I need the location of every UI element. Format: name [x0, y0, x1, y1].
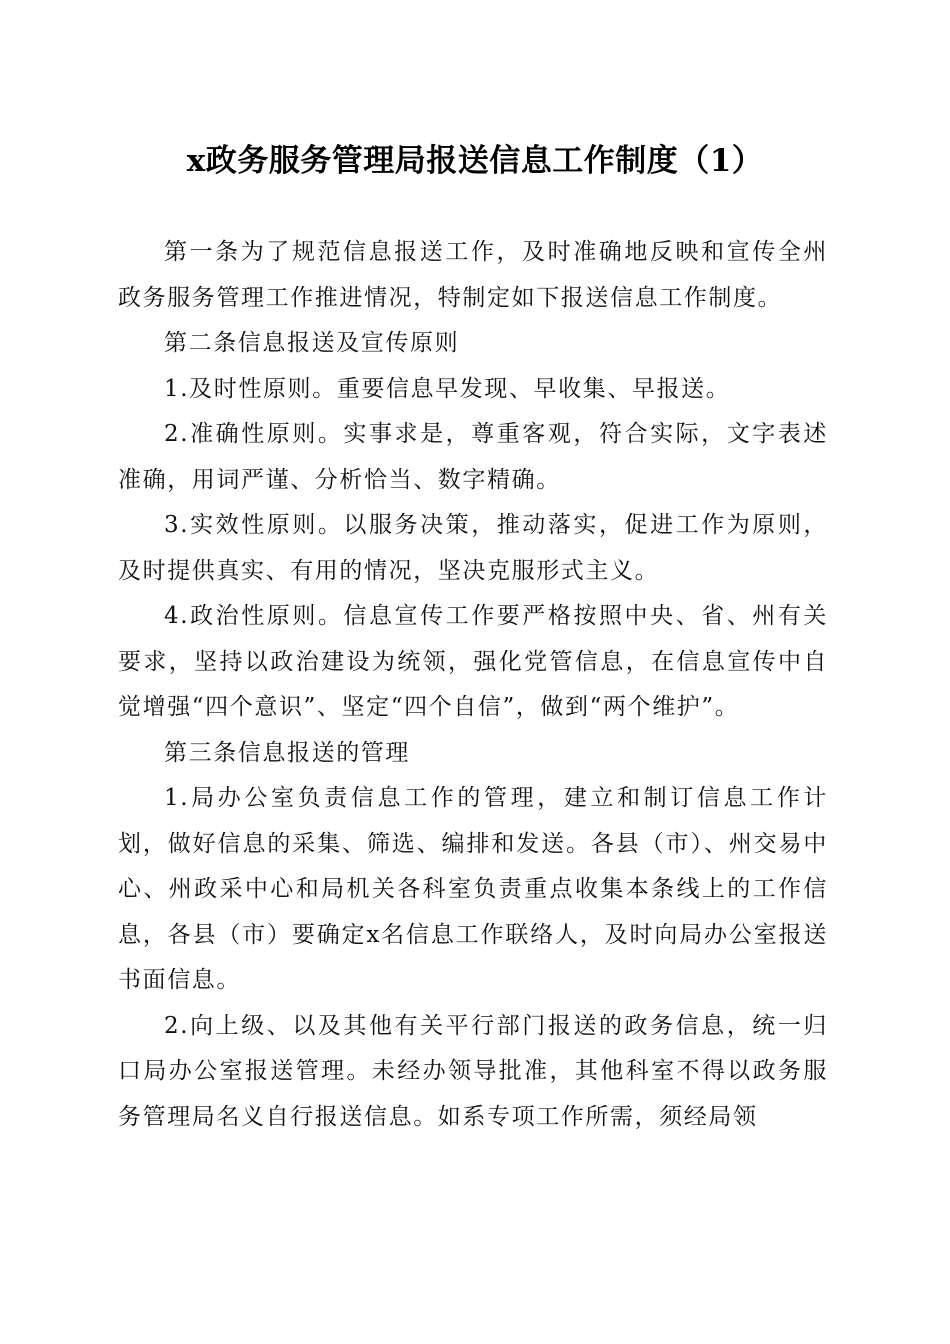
paragraph: 1.局办公室负责信息工作的管理，建立和制订信息工作计划，做好信息的采集、筛选、编排和发送。各县（市）、州交易中心、州政采中心和局机关各科室负责重点收集本条线上的工作信息，各县（市）要确定x名信息工作联络人，及时向局办公室报送书面信息。 [118, 785, 828, 993]
paragraph: 2.准确性原则。实事求是，尊重客观，符合实际，文字表述准确，用词严谨、分析恰当、数字精确。 [118, 421, 828, 493]
document-body [118, 230, 828, 1140]
paragraph: 第一条为了规范信息报送工作，及时准确地反映和宣传全州政务服务管理工作推进情况，特制定如下报送信息工作制度。 [118, 239, 828, 311]
paragraph: 第三条信息报送的管理 [164, 739, 410, 766]
paragraph: 4.政治性原则。信息宣传工作要严格按照中央、省、州有关要求，坚持以政治建设为统领，强化党管信息，在信息宣传中自觉增强“四个意识”、坚定“四个自信”，做到“两个维护”。 [118, 603, 828, 720]
document-title: x政务服务管理局报送信息工作制度（1） [186, 143, 764, 179]
paragraph: 3.实效性原则。以服务决策，推动落实，促进工作为原则，及时提供真实、有用的情况，坚决克服形式主义。 [118, 512, 828, 584]
paragraph: 第二条信息报送及宣传原则 [164, 330, 460, 356]
paragraph: 1.及时性原则。重要信息早发现、早收集、早报送。 [164, 375, 731, 402]
paragraph: 2.向上级、以及其他有关平行部门报送的政务信息，统一归口局办公室报送管理。未经办领导批准，其他科室不得以政务服务管理局名义自行报送信息。如系专项工作所需，须经局领 [118, 1012, 828, 1130]
